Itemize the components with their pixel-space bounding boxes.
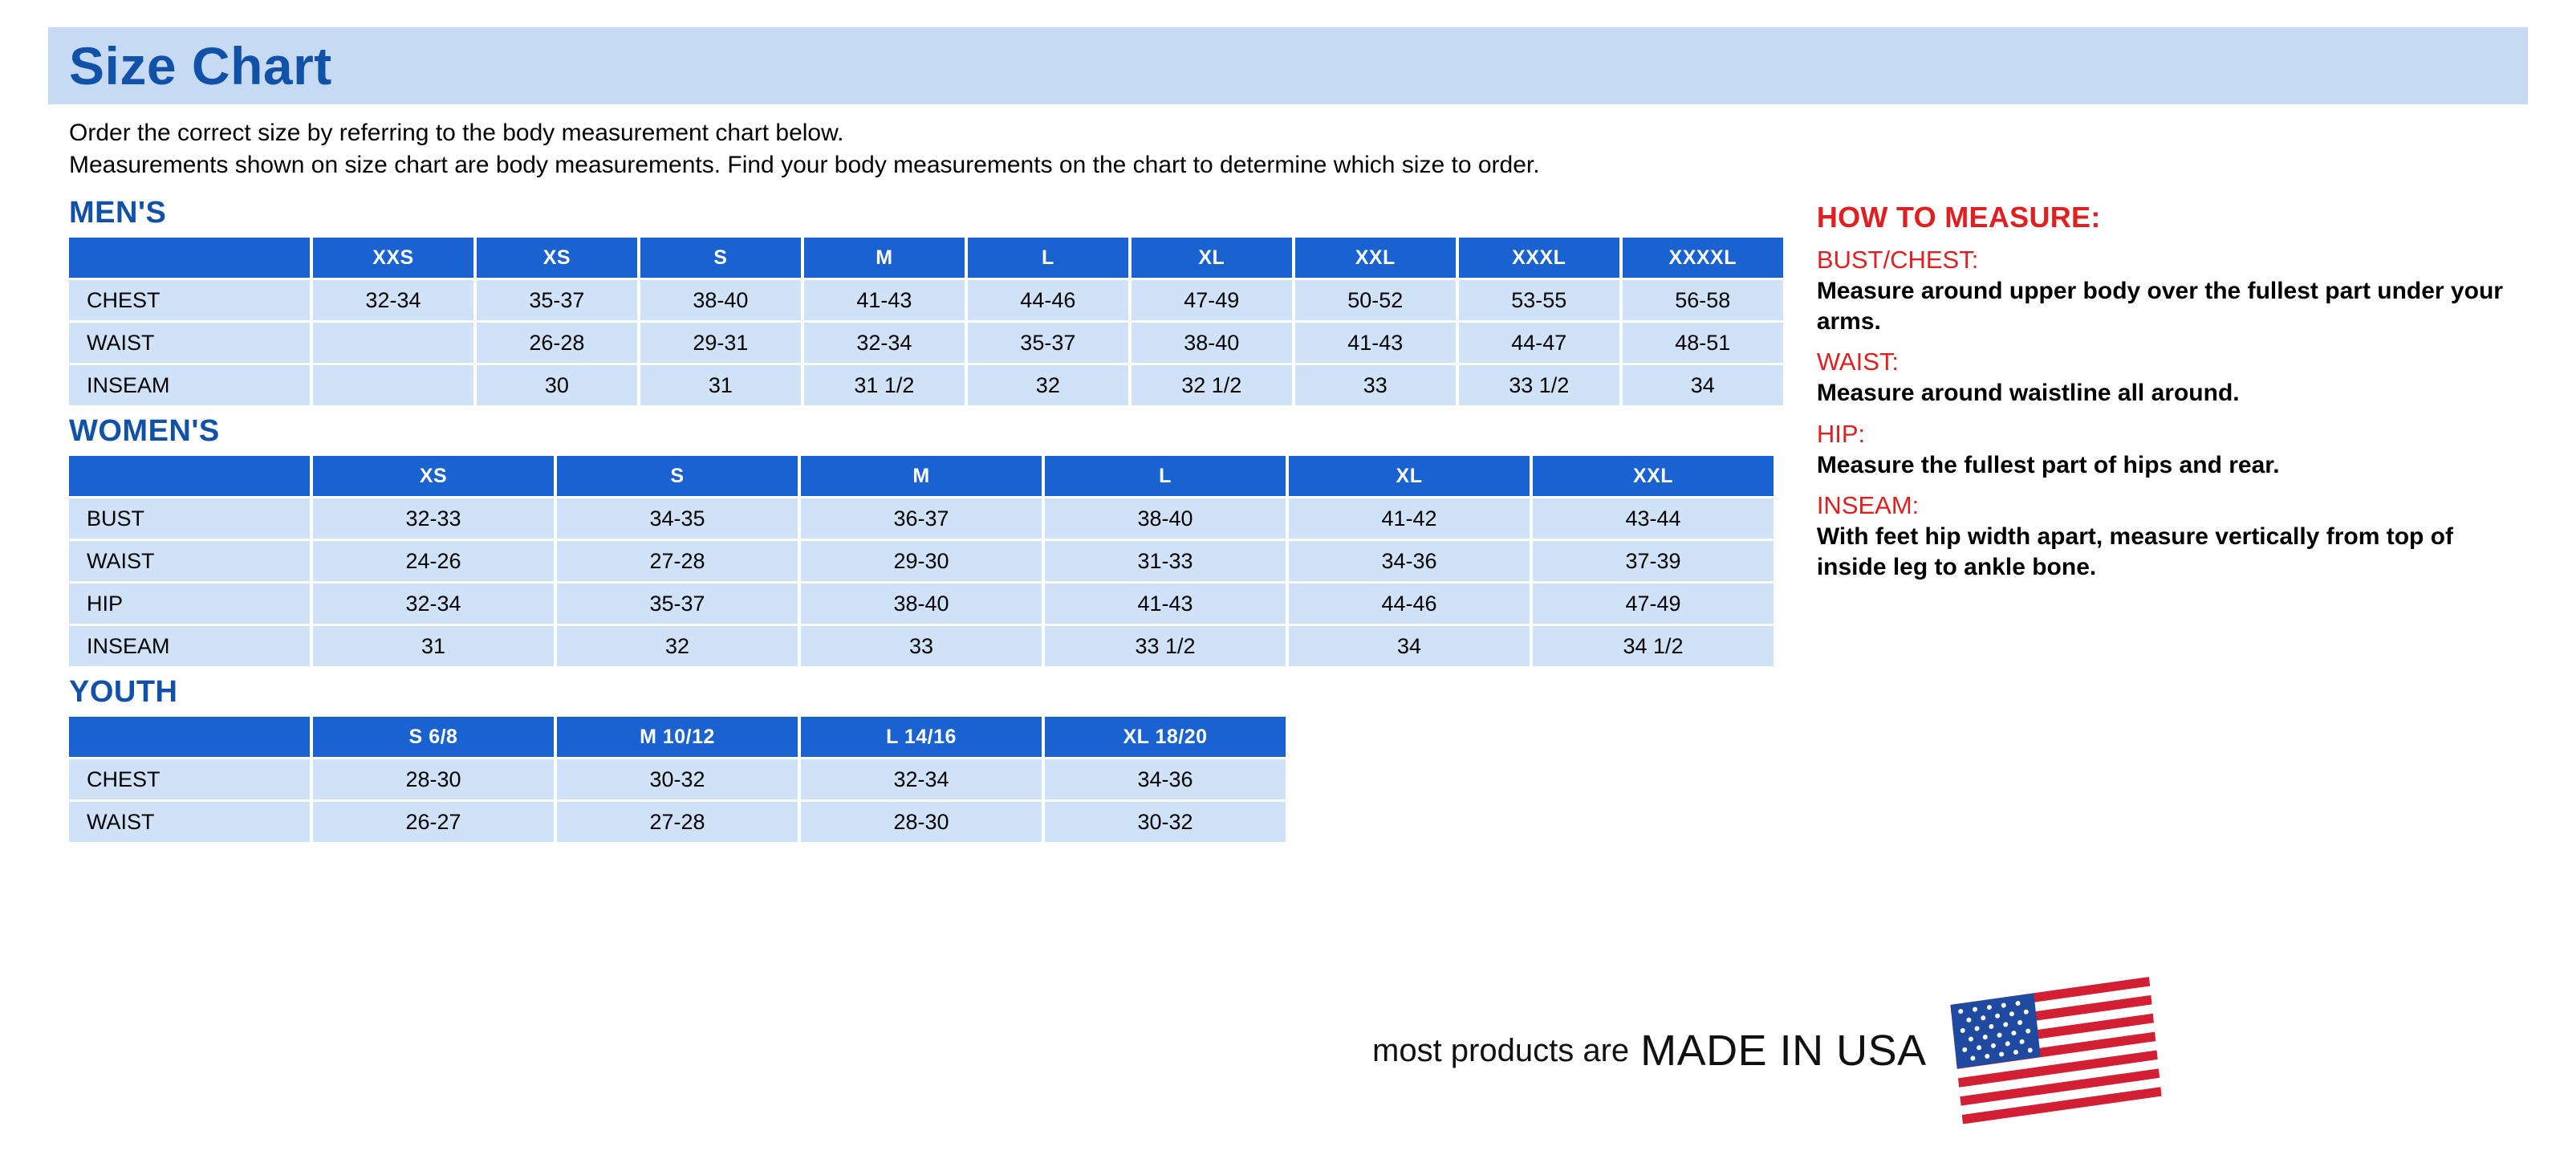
cell bbox=[313, 323, 473, 363]
size-chart-page bbox=[0, 27, 2576, 1159]
womens-col-4: L bbox=[1045, 456, 1286, 496]
table-row bbox=[69, 584, 1774, 624]
cell: 28-30 bbox=[801, 802, 1042, 842]
womens-col-0 bbox=[69, 456, 310, 496]
youth-col-4 bbox=[1045, 717, 1286, 757]
cell: 35-37 bbox=[477, 280, 637, 320]
womens-col-6: XXL bbox=[1533, 456, 1774, 496]
how-to-measure-column bbox=[1786, 189, 2528, 844]
cell: 32-34 bbox=[313, 280, 473, 320]
cell: 26-28 bbox=[477, 323, 637, 363]
youth-col-3 bbox=[801, 717, 1042, 757]
cell: 41-43 bbox=[1045, 584, 1286, 624]
cell: 31 1/2 bbox=[804, 365, 965, 405]
row-label: CHEST bbox=[69, 759, 310, 799]
charts-column bbox=[48, 189, 1786, 844]
cell: 47-49 bbox=[1533, 584, 1774, 624]
mens-col-3: S bbox=[640, 238, 801, 278]
youth-section-title: YOUTH bbox=[69, 675, 178, 710]
body-columns bbox=[48, 189, 2528, 844]
cell: 32-34 bbox=[804, 323, 965, 363]
youth-col-3-line1: L bbox=[886, 725, 899, 748]
mens-col-4: M bbox=[804, 238, 965, 278]
cell: 37-39 bbox=[1533, 541, 1774, 581]
cell: 47-49 bbox=[1132, 280, 1292, 320]
measure-item-hip bbox=[1817, 420, 2528, 481]
cell: 41-43 bbox=[804, 280, 965, 320]
page-banner bbox=[48, 27, 2528, 104]
youth-col-4-line1: XL bbox=[1123, 725, 1149, 748]
measure-text: Measure around waistline all around. bbox=[1816, 380, 2240, 407]
measure-item-bust-chest bbox=[1817, 246, 2528, 336]
womens-section-title: WOMEN'S bbox=[69, 414, 220, 449]
cell: 33 1/2 bbox=[1459, 365, 1619, 405]
cell: 27-28 bbox=[557, 802, 798, 842]
mens-col-8: XXXL bbox=[1459, 238, 1619, 278]
cell: 36-37 bbox=[801, 498, 1042, 539]
measure-text: With feet hip width apart, measure vertically from top of inside leg to ankle bone. bbox=[1816, 523, 2453, 580]
cell: 34-36 bbox=[1289, 541, 1530, 581]
cell: 38-40 bbox=[1045, 498, 1286, 539]
cell: 32-34 bbox=[801, 759, 1042, 799]
cell: 38-40 bbox=[640, 280, 801, 320]
row-label: WAIST bbox=[69, 802, 310, 842]
youth-col-3-line2: 14/16 bbox=[904, 725, 957, 748]
intro-line-1: Order the correct size by referring to the body measurement chart below. bbox=[69, 120, 844, 146]
cell: 33 bbox=[801, 626, 1042, 666]
cell: 34 bbox=[1289, 626, 1530, 666]
measure-label: BUST/CHEST: bbox=[1816, 246, 1979, 274]
intro-line-2: Measurements shown on size chart are body measurements. Find your body measurements on the chart to determine which size to order. bbox=[69, 152, 1540, 179]
cell: 48-51 bbox=[1623, 323, 1783, 363]
made-in-usa-emphasis: MADE IN USA bbox=[1640, 1027, 1927, 1075]
measure-text: Measure around upper body over the fullest part under your arms. bbox=[1816, 278, 2503, 335]
made-in-usa-prefix: most products are bbox=[1372, 1032, 1630, 1068]
made-in-usa-block bbox=[1372, 990, 2156, 1111]
row-label: BUST bbox=[69, 498, 310, 539]
cell: 33 1/2 bbox=[1045, 626, 1286, 666]
cell: 30 bbox=[477, 365, 637, 405]
table-row bbox=[69, 323, 1783, 363]
cell bbox=[313, 365, 473, 405]
how-to-measure-title: HOW TO MEASURE: bbox=[1816, 201, 2101, 234]
measure-label: HIP: bbox=[1816, 419, 1866, 448]
youth-col-1 bbox=[313, 717, 554, 757]
mens-col-5: L bbox=[968, 238, 1128, 278]
mens-col-2: XS bbox=[477, 238, 637, 278]
cell: 34-35 bbox=[557, 498, 798, 539]
womens-size-table bbox=[66, 453, 1777, 669]
cell: 26-27 bbox=[313, 802, 554, 842]
womens-col-3: M bbox=[801, 456, 1042, 496]
mens-col-0 bbox=[69, 238, 310, 278]
cell: 34 1/2 bbox=[1533, 626, 1774, 666]
measure-label: WAIST: bbox=[1816, 348, 1899, 376]
youth-col-2-line2: 10/12 bbox=[662, 725, 715, 748]
cell: 31 bbox=[313, 626, 554, 666]
cell: 53-55 bbox=[1459, 280, 1619, 320]
measure-item-waist bbox=[1817, 348, 2528, 409]
youth-col-2 bbox=[557, 717, 798, 757]
womens-col-5: XL bbox=[1289, 456, 1530, 496]
womens-col-1: XS bbox=[313, 456, 554, 496]
womens-col-2: S bbox=[557, 456, 798, 496]
cell: 41-42 bbox=[1289, 498, 1530, 539]
cell: 28-30 bbox=[313, 759, 554, 799]
cell: 34 bbox=[1623, 365, 1783, 405]
cell: 56-58 bbox=[1623, 280, 1783, 320]
mens-size-table bbox=[66, 235, 1786, 408]
cell: 44-46 bbox=[968, 280, 1128, 320]
cell: 32 1/2 bbox=[1132, 365, 1292, 405]
cell: 44-47 bbox=[1459, 323, 1619, 363]
page-title: Size Chart bbox=[69, 36, 332, 96]
row-label: WAIST bbox=[69, 541, 310, 581]
mens-col-6: XL bbox=[1132, 238, 1292, 278]
table-row bbox=[69, 541, 1774, 581]
youth-col-2-line1: M bbox=[640, 725, 657, 748]
table-header-row bbox=[69, 717, 1286, 757]
table-row bbox=[69, 498, 1774, 539]
mens-col-1: XXS bbox=[313, 238, 473, 278]
row-label: CHEST bbox=[69, 280, 310, 320]
table-row bbox=[69, 280, 1783, 320]
youth-size-table bbox=[66, 714, 1289, 844]
cell: 35-37 bbox=[557, 584, 798, 624]
usa-flag-icon bbox=[1950, 977, 2161, 1124]
cell: 27-28 bbox=[557, 541, 798, 581]
cell: 30-32 bbox=[557, 759, 798, 799]
mens-section-title: MEN'S bbox=[69, 196, 167, 230]
row-label: INSEAM bbox=[69, 365, 310, 405]
measure-item-inseam bbox=[1817, 491, 2528, 582]
mens-col-9: XXXXL bbox=[1623, 238, 1783, 278]
row-label: HIP bbox=[69, 584, 310, 624]
table-row bbox=[69, 759, 1286, 799]
cell: 34-36 bbox=[1045, 759, 1286, 799]
cell: 31-33 bbox=[1045, 541, 1286, 581]
cell: 31 bbox=[640, 365, 801, 405]
cell: 38-40 bbox=[801, 584, 1042, 624]
cell: 33 bbox=[1295, 365, 1456, 405]
table-row bbox=[69, 802, 1286, 842]
measure-label: INSEAM: bbox=[1816, 491, 1920, 520]
cell: 24-26 bbox=[313, 541, 554, 581]
table-header-row bbox=[69, 238, 1783, 278]
cell: 43-44 bbox=[1533, 498, 1774, 539]
youth-col-0 bbox=[69, 717, 310, 757]
cell: 30-32 bbox=[1045, 802, 1286, 842]
cell: 32 bbox=[557, 626, 798, 666]
row-label: WAIST bbox=[69, 323, 310, 363]
cell: 38-40 bbox=[1132, 323, 1292, 363]
youth-col-1-line2: 6/8 bbox=[429, 725, 458, 748]
cell: 29-31 bbox=[640, 323, 801, 363]
cell: 32 bbox=[968, 365, 1128, 405]
intro-text bbox=[48, 117, 2528, 181]
cell: 32-33 bbox=[313, 498, 554, 539]
youth-col-1-line1: S bbox=[408, 725, 423, 748]
youth-col-4-line2: 18/20 bbox=[1155, 725, 1208, 748]
cell: 41-43 bbox=[1295, 323, 1456, 363]
cell: 32-34 bbox=[313, 584, 554, 624]
table-row bbox=[69, 626, 1774, 666]
row-label: INSEAM bbox=[69, 626, 310, 666]
table-row bbox=[69, 365, 1783, 405]
table-header-row bbox=[69, 456, 1774, 496]
mens-col-7: XXL bbox=[1295, 238, 1456, 278]
measure-text: Measure the fullest part of hips and rear. bbox=[1816, 451, 2280, 478]
cell: 50-52 bbox=[1295, 280, 1456, 320]
cell: 44-46 bbox=[1289, 584, 1530, 624]
cell: 35-37 bbox=[968, 323, 1128, 363]
cell: 29-30 bbox=[801, 541, 1042, 581]
